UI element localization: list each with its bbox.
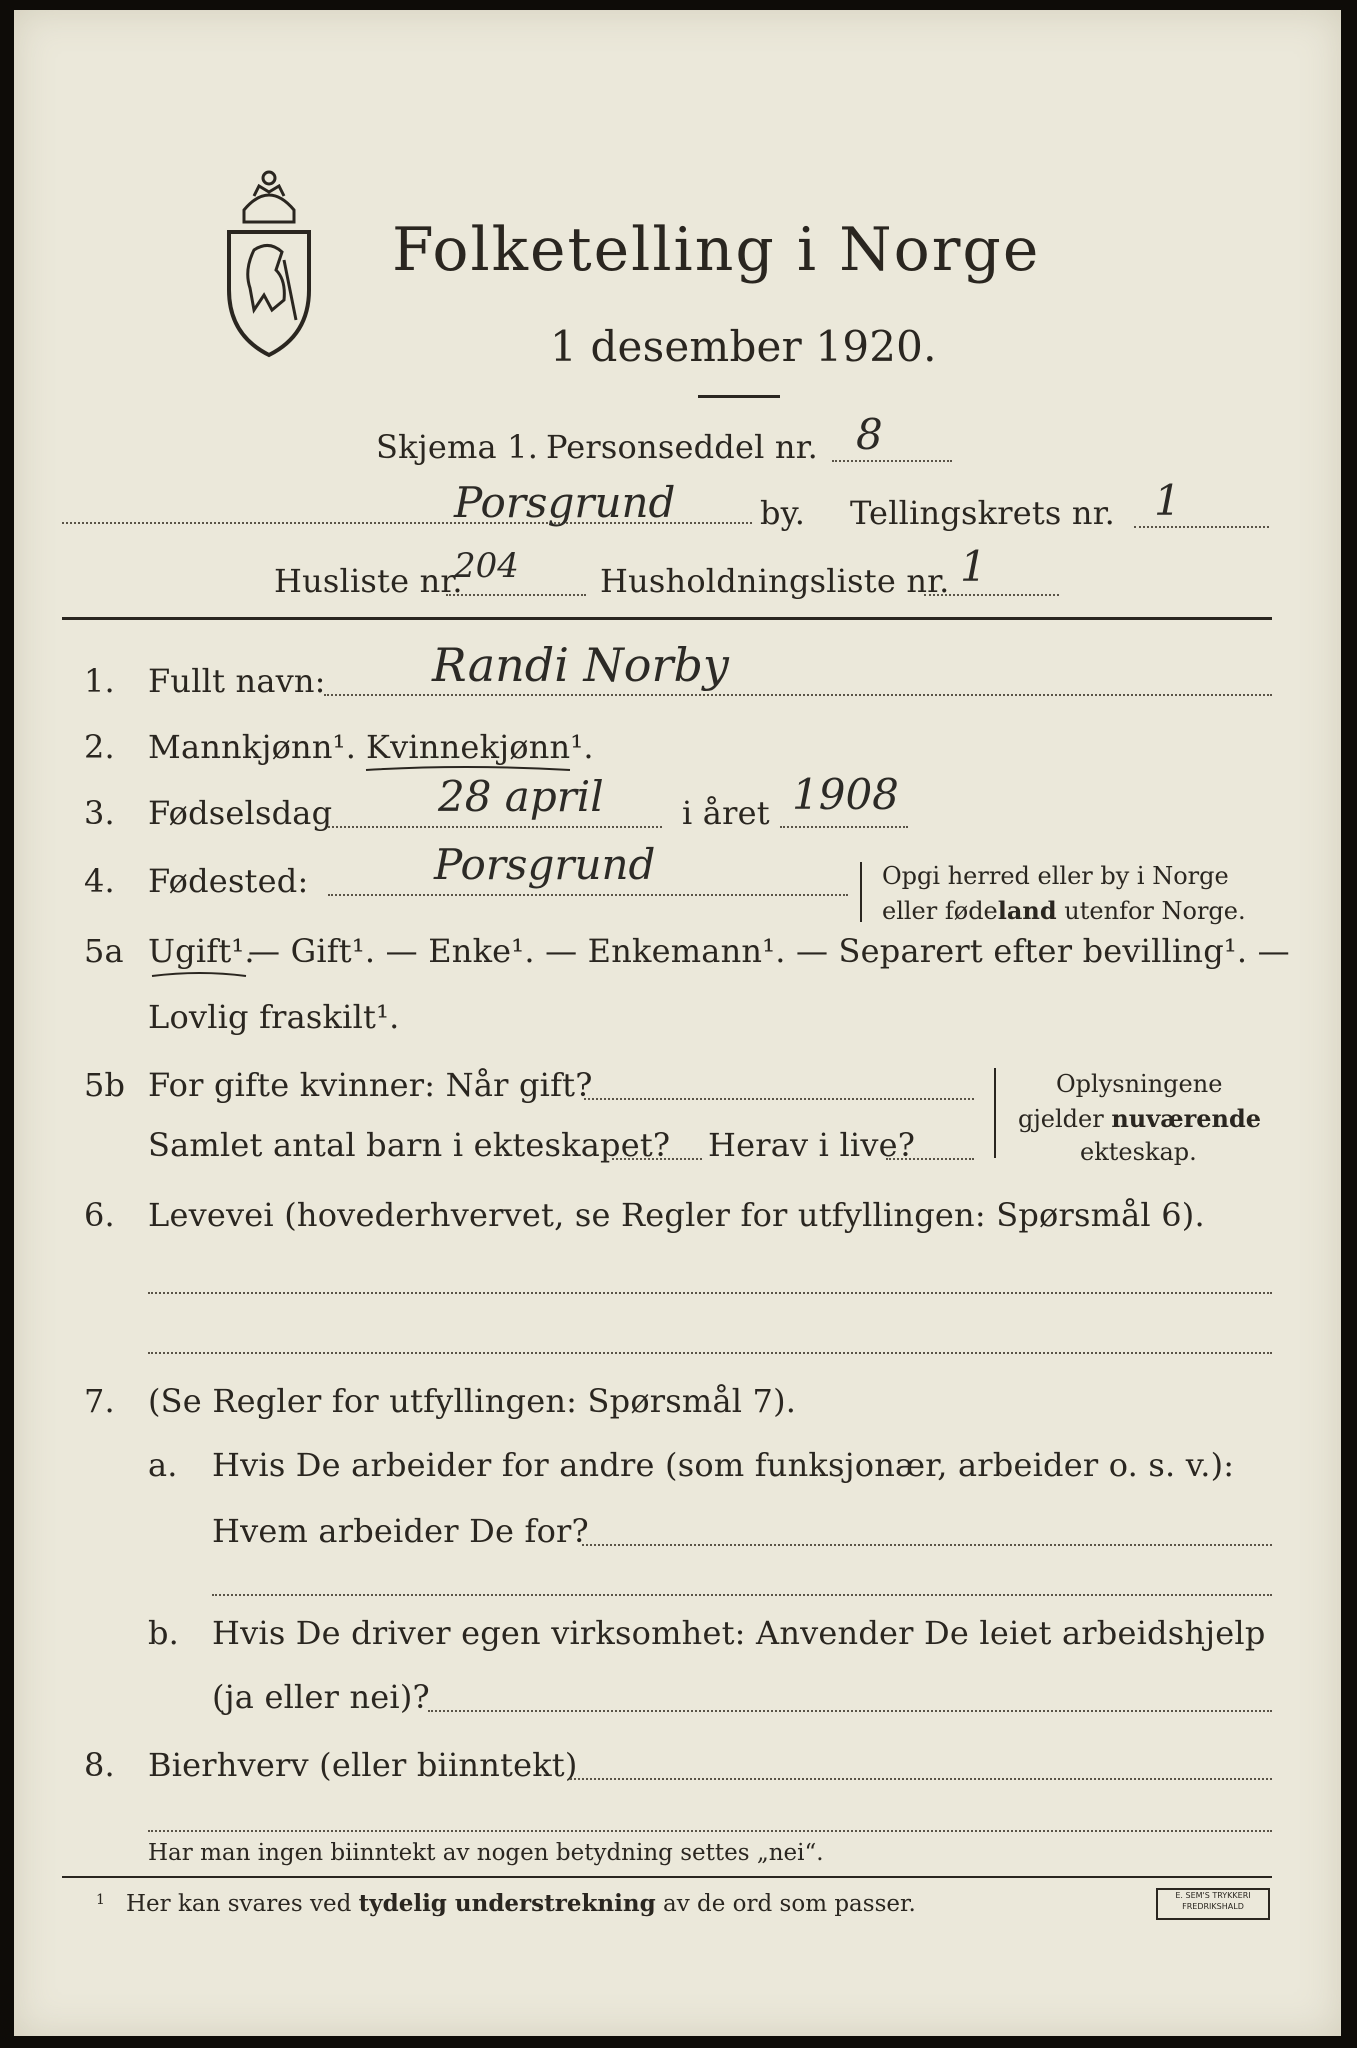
footnote-text: Her kan svares ved tydelig understrekning av de ord som passer. <box>126 1890 916 1917</box>
census-form-page <box>14 10 1341 2036</box>
q5b-children-label: Samlet antal barn i ekteskapet? <box>148 1126 671 1164</box>
q4-label: Fødested: <box>148 862 309 900</box>
q5a-line2: Lovlig fraskilt¹. <box>148 998 400 1036</box>
q3-line <box>328 826 662 828</box>
q2-number: 2. <box>84 728 115 766</box>
q4-number: 4. <box>84 862 115 900</box>
q7a-number: a. <box>148 1446 178 1484</box>
q5a-options: — Gift¹. — Enke¹. — Enkemann¹. — Separert efter bevilling¹. — <box>248 932 1290 970</box>
footer-rule <box>62 1876 1272 1878</box>
q3-label: Fødselsdag <box>148 794 333 832</box>
q7b-line <box>428 1710 1272 1712</box>
schema-label: Skjema 1. <box>376 428 539 466</box>
q5a-number: 5a <box>84 932 124 970</box>
husliste-label: Husliste nr. <box>274 562 463 600</box>
form-title: Folketelling i Norge <box>392 215 1041 285</box>
q3-number: 3. <box>84 794 115 832</box>
q5b-label: For gifte kvinner: Når gift? <box>148 1066 593 1104</box>
q3-year-value: 1908 <box>792 770 899 819</box>
q3-year-label: i året <box>682 794 770 832</box>
q7-number: 7. <box>84 1382 115 1420</box>
q7a-label-2: Hvem arbeider De for? <box>212 1512 589 1550</box>
husholdning-label: Husholdningsliste nr. <box>600 562 950 600</box>
q4-note-2: eller fødeland utenfor Norge. <box>882 896 1246 925</box>
q5b-children-line <box>612 1158 702 1160</box>
header-rule <box>62 617 1272 620</box>
q3-year-line <box>780 826 908 828</box>
q5b-brace <box>994 1068 996 1158</box>
q2-kvinnekjonn: Kvinnekjønn¹. <box>366 728 594 766</box>
q5a-ugift: Ugift¹. <box>148 932 255 970</box>
q7a-line-1 <box>582 1544 1272 1546</box>
q5b-number: 5b <box>84 1066 126 1104</box>
tellingskrets-label: Tellingskrets nr. <box>850 494 1116 532</box>
husholdning-value: 1 <box>960 542 987 591</box>
q2-mannkjonn: Mannkjønn¹. <box>148 728 357 766</box>
q6-line-1 <box>148 1292 1272 1294</box>
city-value: Porsgrund <box>454 478 676 527</box>
q7-label: (Se Regler for utfyllingen: Spørsmål 7). <box>148 1382 797 1420</box>
q8-number: 8. <box>84 1746 115 1784</box>
q7b-number: b. <box>148 1614 180 1652</box>
q7b-label: Hvis De driver egen virksomhet: Anvender De leiet arbeidshjelp <box>212 1614 1266 1652</box>
q3-value: 28 april <box>438 772 604 821</box>
q5b-note-1: Oplysningene <box>1056 1070 1223 1098</box>
personseddel-value: 8 <box>856 410 883 459</box>
q7b-label-2: (ja eller nei)? <box>212 1678 430 1716</box>
q4-note-1: Opgi herred eller by i Norge <box>882 862 1229 890</box>
q6-number: 6. <box>84 1196 115 1234</box>
footnote-number: 1 <box>96 1892 105 1908</box>
q5b-alive-line <box>886 1158 974 1160</box>
q5b-note-3: ekteskap. <box>1080 1138 1197 1166</box>
q8-line-1 <box>570 1778 1272 1780</box>
census-date: 1 desember 1920. <box>550 322 937 371</box>
personseddel-line <box>832 460 952 462</box>
by-label: by. <box>760 494 806 532</box>
q1-value: Randi Norby <box>432 638 729 692</box>
q5b-married-line <box>584 1098 974 1100</box>
q4-brace <box>860 862 862 922</box>
personseddel-label: Personseddel nr. <box>546 428 819 466</box>
husliste-value: 204 <box>454 546 519 586</box>
husliste-line <box>446 594 586 596</box>
printer-stamp <box>1156 1888 1270 1920</box>
q4-line <box>328 894 848 896</box>
q7a-line-2 <box>212 1594 1272 1596</box>
q1-line <box>324 694 1272 696</box>
q4-value: Porsgrund <box>434 840 656 889</box>
tellingskrets-line <box>1134 526 1269 528</box>
q5a-underline <box>150 966 250 982</box>
printer-stamp-line-1: E. SEM'S TRYKKERI <box>1175 1891 1251 1900</box>
husholdning-line <box>924 594 1059 596</box>
q8-label: Bierhverv (eller biinntekt) <box>148 1746 578 1784</box>
q5b-alive-label: Herav i live? <box>708 1126 916 1164</box>
q6-label: Levevei (hovederhvervet, se Regler for utfyllingen: Spørsmål 6). <box>148 1196 1205 1234</box>
printer-stamp-line-2: FREDRIKSHALD <box>1182 1902 1244 1911</box>
coat-of-arms-icon <box>214 160 324 360</box>
q5b-note-2: gjelder nuværende <box>1018 1104 1262 1133</box>
tellingskrets-value: 1 <box>1154 476 1181 525</box>
q6-line-2 <box>148 1352 1272 1354</box>
q1-label: Fullt navn: <box>148 662 326 700</box>
q8-line-2 <box>148 1830 1272 1832</box>
q1-number: 1. <box>84 662 115 700</box>
q7a-label: Hvis De arbeider for andre (som funksjonær, arbeider o. s. v.): <box>212 1446 1235 1484</box>
title-divider <box>698 395 780 398</box>
q8-note: Har man ingen biinntekt av nogen betydning settes „nei“. <box>148 1840 824 1866</box>
